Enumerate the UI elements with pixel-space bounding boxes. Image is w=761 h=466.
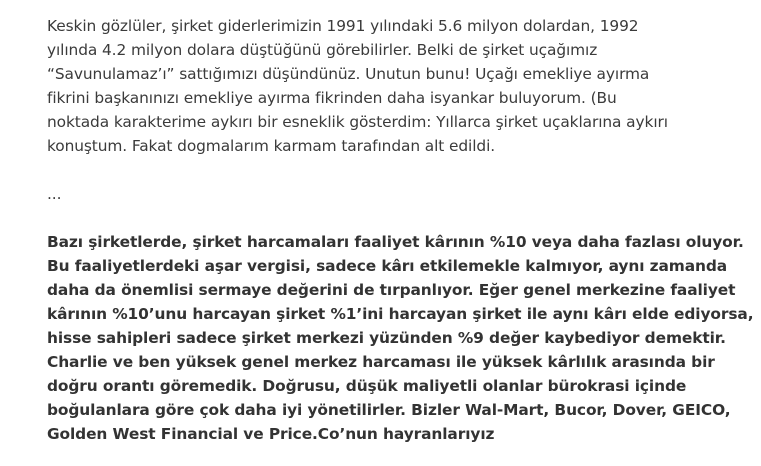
text-line: hisse sahipleri sadece şirket merkezi yüzünden %9 değer kaybediyor demektir. bbox=[47, 329, 726, 347]
ellipsis: ... bbox=[47, 185, 62, 203]
text-line: Bu faaliyetlerdeki aşar vergisi, sadece kârı etkilemekle kalmıyor, aynı zamanda bbox=[47, 257, 728, 275]
text-line: Keskin gözlüler, şirket giderlerimizin 1991 yılındaki 5.6 milyon dolardan, 1992 bbox=[47, 17, 639, 35]
paragraph-spacer bbox=[47, 158, 687, 182]
text-line: Charlie ve ben yüksek genel merkez harcaması ile yüksek kârlılık arasında bir bbox=[47, 353, 715, 371]
text-line: Golden West Financial ve Price.Co’nun hayranlarıyız bbox=[47, 425, 495, 443]
text-line: konuştum. Fakat dogmalarım karmam tarafından alt edildi. bbox=[47, 137, 496, 155]
text-line: yılında 4.2 milyon dolara düştüğünü görebilirler. Belki de şirket uçağımız bbox=[47, 41, 598, 59]
text-line: doğru orantı göremedik. Doğrusu, düşük maliyetli olanlar bürokrasi içinde bbox=[47, 377, 687, 395]
paragraph-quote-bold bbox=[47, 230, 754, 446]
paragraph-spacer bbox=[47, 206, 687, 230]
article-body bbox=[47, 14, 754, 446]
text-line: kârının %10’unu harcayan şirket %1’ini harcayan şirket ile aynı kârı elde ediyorsa, bbox=[47, 305, 754, 323]
paragraph-expenses bbox=[47, 14, 687, 158]
text-line: fikrini başkanınızı emekliye ayırma fikrinden daha isyankar buluyorum. (Bu bbox=[47, 89, 617, 107]
text-line: Bazı şirketlerde, şirket harcamaları faaliyet kârının %10 veya daha fazlası oluyor. bbox=[47, 233, 744, 251]
text-line: daha da önemlisi sermaye değerini de tırpanlıyor. Eğer genel merkezine faaliyet bbox=[47, 281, 736, 299]
text-line: noktada karakterime aykırı bir esneklik gösterdim: Yıllarca şirket uçaklarına aykırı bbox=[47, 113, 668, 131]
text-line: “Savunulamaz’ı” sattığımızı düşündünüz. Unutun bunu! Uçağı emekliye ayırma bbox=[47, 65, 650, 83]
text-line: boğulanlara göre çok daha iyi yönetilirler. Bizler Wal-Mart, Bucor, Dover, GEICO, bbox=[47, 401, 731, 419]
